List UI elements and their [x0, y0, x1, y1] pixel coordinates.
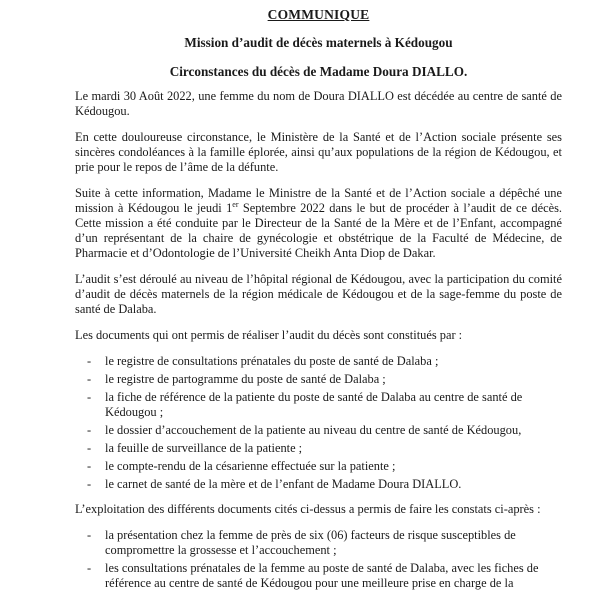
bullet-dash: - [87, 423, 92, 437]
circumstances-heading: Circonstances du décès de Madame Doura DIALLO. [169, 64, 468, 79]
document-page [75, 7, 562, 601]
paragraph-documents-intro: Les documents qui ont permis de réaliser l’audit du décès sont constitués par : [75, 328, 463, 342]
paragraph-condolences: En cette douloureuse circonstance, le Ministère de la Santé et de l’Action sociale présente ses sincères condoléances à la famille éplorée, ainsi qu’aux populations de la région de Kédougou, et prie pour le repos de l’âme de la défunte. [75, 130, 562, 174]
bullet-dash: - [87, 528, 92, 542]
bullet-dash: - [87, 561, 92, 575]
list-item: - la fiche de référence de la patiente du poste de santé de Dalaba au centre de santé de Kédougou ; [87, 390, 523, 419]
list-item: - la présentation chez la femme de près de six (06) facteurs de risque susceptibles de compromettre la grossesse et l’accouchement ; [87, 528, 516, 557]
bullet-dash: - [87, 477, 92, 491]
paragraph-death-notice: Le mardi 30 Août 2022, une femme du nom de Doura DIALLO est décédée au centre de santé de Kédougou. [75, 89, 562, 118]
bullet-dash: - [87, 354, 92, 368]
mission-text-end: Septembre 2022 dans le but de procéder à l’audit de ce décès. Cette mission a été conduite par le Directeur de la Santé de la Mère et de l’Enfant, accompagné d’un représentant de la chaire de gynécologie et obstétrique de la Faculté de Médecine, de Pharmacie et d’Odontologie de l’Université Cheikh Anta Diop de Dakar. [75, 201, 562, 260]
documents-list [75, 354, 562, 492]
list-item: - les consultations prénatales de la femme au poste de santé de Dalaba, avec les fiches de référence au centre de santé de Kédougou pour une meilleure prise en charge de la [87, 561, 539, 590]
list-item: - le dossier d’accouchement de la patiente au niveau du centre de santé de Kédougou, [87, 423, 522, 437]
list-item: - la feuille de surveillance de la patiente ; [87, 441, 303, 455]
list-item: - le registre de partogramme du poste de santé de Dalaba ; [87, 372, 386, 386]
bullet-dash: - [87, 390, 92, 404]
mission-text-start: Suite à cette information, Madame le Ministre de la Santé et de l’Action sociale a dépêché une mission à Kédougou le jeudi 1 [75, 186, 562, 215]
constats-list [75, 528, 562, 591]
ordinal-superscript: er [232, 199, 239, 209]
bullet-dash: - [87, 441, 92, 455]
bullet-dash: - [87, 372, 92, 386]
mission-heading: Mission d’audit de décès maternels à Kédougou [184, 35, 453, 50]
document-title: COMMUNIQUE [267, 7, 370, 22]
list-item: - le registre de consultations prénatales du poste de santé de Dalaba ; [87, 354, 439, 368]
bullet-dash: - [87, 459, 92, 473]
list-item: - le compte-rendu de la césarienne effectuée sur la patiente ; [87, 459, 396, 473]
list-item: - le carnet de santé de la mère et de l’enfant de Madame Doura DIALLO. [87, 477, 462, 491]
paragraph-mission [75, 186, 562, 261]
paragraph-audit-location: L’audit s’est déroulé au niveau de l’hôpital régional de Kédougou, avec la participation du comité d’audit de décès maternels de la région médicale de Kédougou et de la sage-femme du poste de santé de Dalaba. [75, 272, 562, 316]
paragraph-exploitation-intro: L’exploitation des différents documents cités ci-dessus a permis de faire les constats ci-après : [75, 502, 541, 516]
